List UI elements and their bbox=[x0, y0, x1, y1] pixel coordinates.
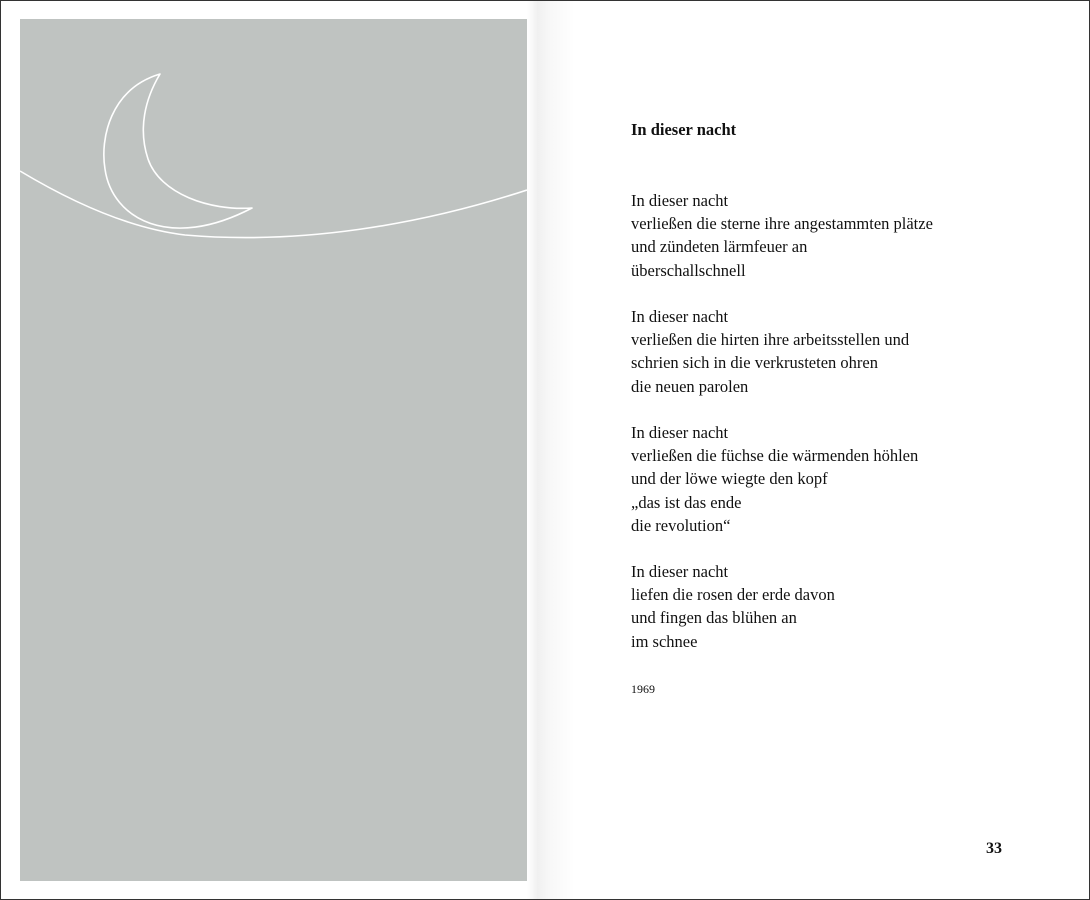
horizon-line bbox=[20, 171, 527, 238]
stanza-2 bbox=[631, 305, 909, 398]
poem-line: „das ist das ende bbox=[631, 492, 742, 512]
stanza-1 bbox=[631, 189, 933, 282]
poem-year: 1969 bbox=[631, 682, 655, 696]
poem-line: im schnee bbox=[631, 631, 698, 651]
illustration-svg bbox=[20, 19, 527, 881]
poem-line: In dieser nacht bbox=[631, 191, 729, 210]
moon-illustration bbox=[20, 19, 527, 881]
poem-line: verließen die hirten ihre arbeitsstellen und bbox=[631, 330, 910, 350]
poem-line: In dieser nacht bbox=[631, 562, 729, 581]
poem-title: In dieser nacht bbox=[631, 120, 737, 139]
poem-line: schrien sich in die verkrusteten ohren bbox=[631, 353, 878, 373]
poem-line: verließen die sterne ihre angestammten plätze bbox=[631, 214, 933, 234]
poem-line: In dieser nacht bbox=[631, 307, 729, 326]
poem-line: und der löwe wiegte den kopf bbox=[631, 469, 828, 489]
left-page bbox=[1, 1, 531, 899]
page-number: 33 bbox=[986, 840, 1002, 857]
poem-line: verließen die füchse die wärmenden höhlen bbox=[631, 446, 919, 466]
poem-line: und fingen das blühen an bbox=[631, 608, 797, 628]
poem-line: In dieser nacht bbox=[631, 423, 729, 442]
crescent-moon-icon bbox=[104, 74, 252, 228]
stanza-4 bbox=[631, 560, 835, 653]
stanza-3 bbox=[631, 421, 918, 537]
poem-line: überschallschnell bbox=[631, 260, 746, 280]
poem-line: die revolution“ bbox=[631, 515, 731, 535]
poem-line: liefen die rosen der erde davon bbox=[631, 585, 835, 605]
poem-line: und zündeten lärmfeuer an bbox=[631, 237, 808, 257]
poem-line: die neuen parolen bbox=[631, 376, 749, 396]
right-page bbox=[531, 1, 1089, 899]
